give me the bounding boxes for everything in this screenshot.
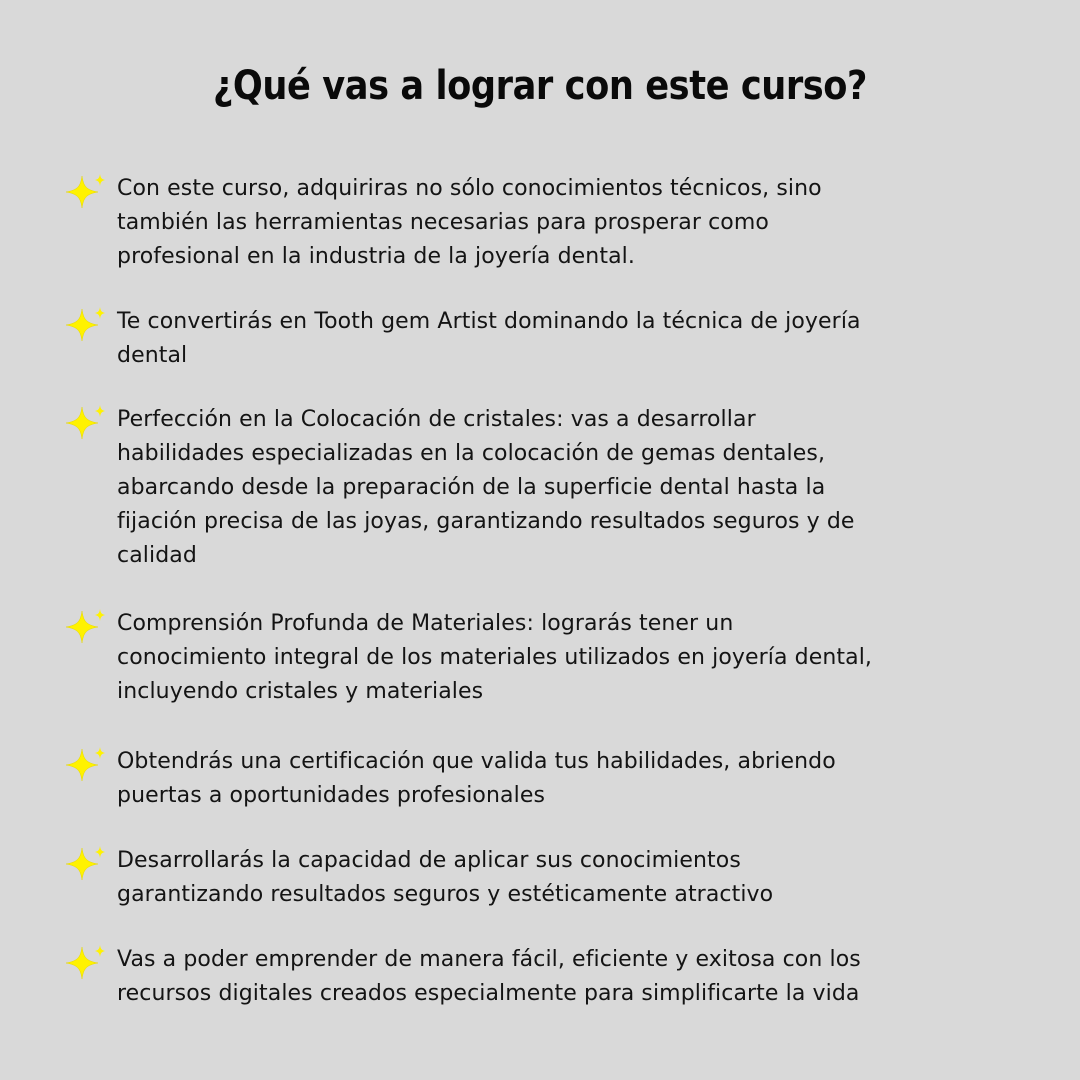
sparkle-icon	[64, 609, 108, 653]
list-item-text: Perfección en la Colocación de cristales: vas a desarrollar habilidades especializadas en la colocación de gemas dentales, abarcando desde la preparación de la superficie dental hasta la fijación precisa de las joyas, garantizando resultados seguros y de calidad	[117, 407, 855, 568]
list-item-text: Vas a poder emprender de manera fácil, eficiente y exitosa con los recursos digitales creados especialmente para simplificarte la vida	[117, 947, 861, 1006]
list-item-text: Con este curso, adquiriras no sólo conocimientos técnicos, sino también las herramientas necesarias para prosperar como profesional en la industria de la joyería dental.	[117, 176, 822, 269]
page-title: ¿Qué vas a lograr con este curso?	[212, 63, 868, 109]
sparkle-icon	[64, 945, 108, 989]
sparkle-icon	[64, 747, 108, 791]
sparkle-icon	[64, 174, 108, 218]
list-item-text: Comprensión Profunda de Materiales: lograrás tener un conocimiento integral de los materiales utilizados en joyería dental, incluyendo cristales y materiales	[117, 611, 873, 704]
list-item-text: Te convertirás en Tooth gem Artist dominando la técnica de joyería dental	[117, 309, 861, 368]
sparkle-icon	[64, 846, 108, 890]
sparkle-icon	[64, 307, 108, 351]
list-item-text: Obtendrás una certificación que valida tus habilidades, abriendo puertas a oportunidades profesionales	[117, 749, 836, 808]
sparkle-icon	[64, 405, 108, 449]
list-item-text: Desarrollarás la capacidad de aplicar sus conocimientos garantizando resultados seguros y estéticamente atractivo	[117, 848, 774, 907]
